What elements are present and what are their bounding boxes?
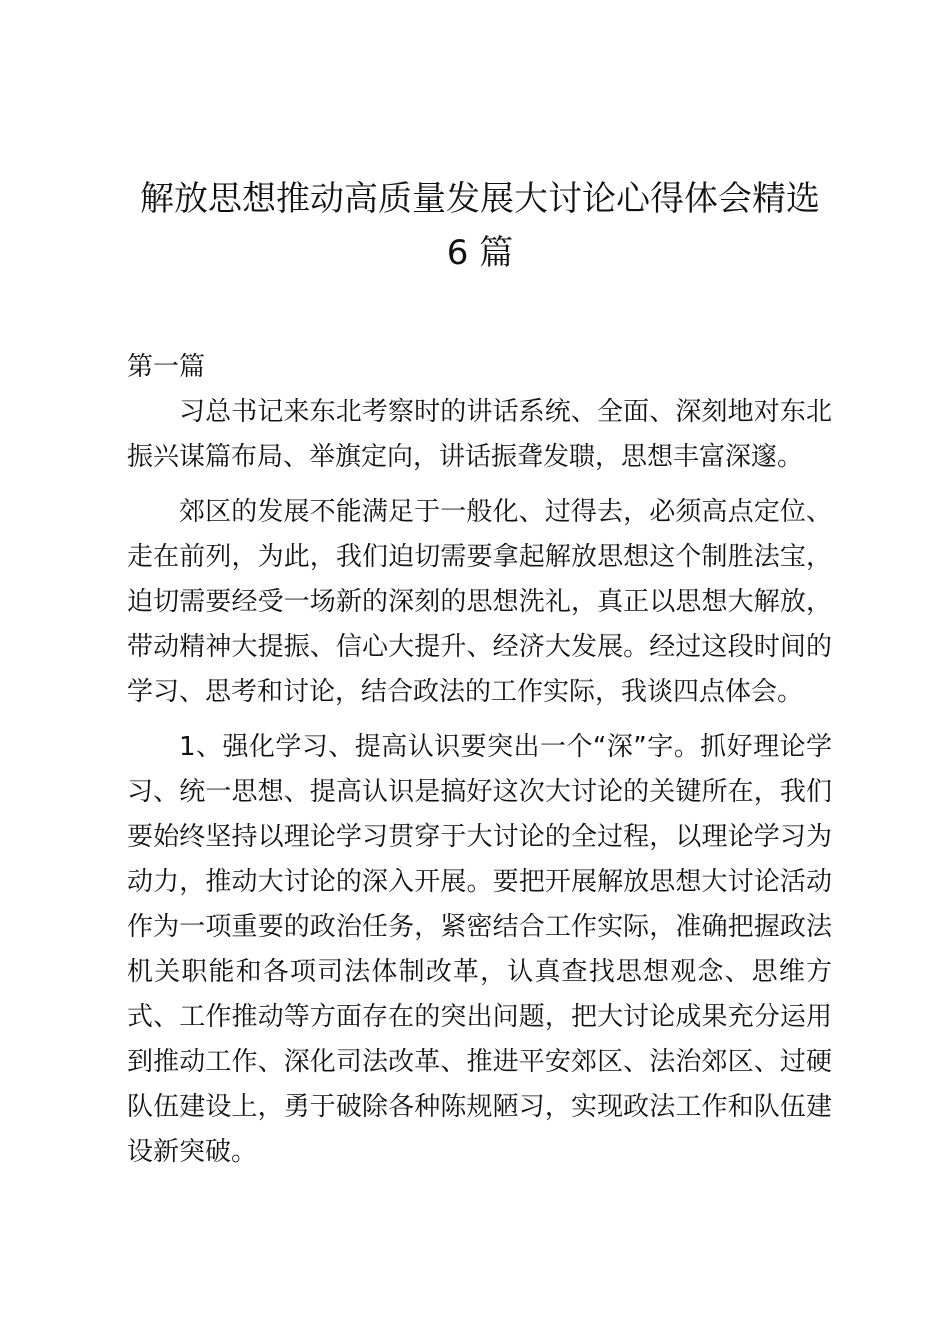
paragraph-1: 习总书记来东北考察时的讲话系统、全面、深刻地对东北振兴谋篇布局、举旗定向，讲话振聋发聩，思想丰富深邃。 xyxy=(127,397,832,472)
paragraph-3: 1、强化学习、提高认识要突出一个“深”字。抓好理论学习、统一思想、提高认识是搞好这次大讨论的关键所在，我们要始终坚持以理论学习贯穿于大讨论的全过程，以理论学习为动力，推动大讨论的深入开展。要把开展解放思想大讨论活动作为一项重要的政治任务，紧密结合工作实际，准确把握政法机关职能和各项司法体制改革，认真查找思想观念、思维方式、工作推动等方面存在的突出问题，把大讨论成果充分运用到推动工作、深化司法改革、推进平安郊区、法治郊区、过硬队伍建设上，勇于破除各种陈规陋习，实现政法工作和队伍建设新突破。 xyxy=(127,732,832,1167)
title-line-1: 解放思想推动高质量发展大讨论心得体会精选 xyxy=(140,179,820,219)
document-title xyxy=(110,172,850,280)
title-line-2: 6 篇 xyxy=(446,233,514,273)
paragraph-2: 郊区的发展不能满足于一般化、过得去，必须高点定位、走在前列，为此，我们迫切需要拿起解放思想这个制胜法宝，迫切需要经受一场新的深刻的思想洗礼，真正以思想大解放，带动精神大提振、信心大提升、经济大发展。经过这段时间的学习、思考和讨论，结合政法的工作实际，我谈四点体会。 xyxy=(127,497,832,707)
document-body xyxy=(127,345,832,1185)
section-title: 第一篇 xyxy=(127,352,206,382)
